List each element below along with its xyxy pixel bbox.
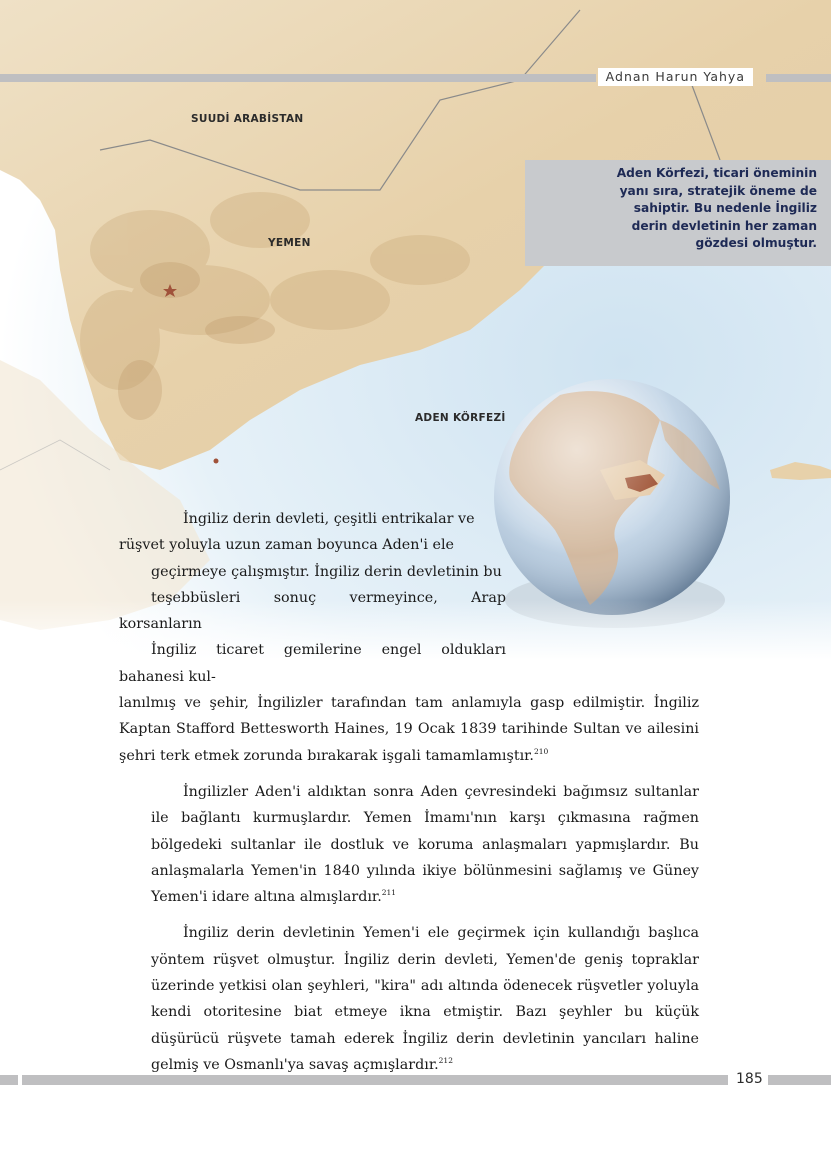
p1-line: geçirmeye çalışmıştır. İngiliz derin devletinin bu [151, 563, 502, 580]
running-header-author: Adnan Harun Yahya [598, 68, 753, 86]
paragraph-3 [151, 920, 699, 1078]
callout-line: derin devletinin her zaman [631, 218, 817, 233]
p1-line: rüşvet yoluyla uzun zaman boyunca Aden'i ele [119, 537, 454, 554]
p1-line: İngiliz ticaret gemilerine engel oldukları bahanesi kul- [119, 642, 506, 685]
p1-rest-text: lanılmış ve şehir, İngilizler tarafından tam anlamıyla gasp edilmiştir. İngiliz Kaptan Stafford Bettesworth Haines, 19 Ocak 1839 tarihinde Sultan ve ailesini şehri terk etmek zorunda bırakarak işgali tamamlamıştır. [119, 695, 699, 764]
paragraph-1 [119, 506, 699, 769]
footnote-ref: 211 [381, 888, 397, 898]
callout-line: yanı sıra, stratejik öneme de [619, 183, 817, 198]
callout-line: sahiptir. Bu nedenle İngiliz [633, 201, 817, 216]
page-number: 185 [733, 1069, 766, 1089]
article-body [119, 506, 699, 1088]
p2-text: İngilizler Aden'i aldıktan sonra Aden çevresindeki bağımsız sultanlar ile bağlantı kurmuşlardır. Yemen İmamı'nın karşı çıkmasına rağmen bölgedeki sultanlar ile dostluk ve koruma anlaşmaları yapmışlardır. Bu anlaşmalarla Yemen'in 1840 yılında ikiye bölünmesini sağlamış ve Güney Yemen'i idare altına almışlardır. [151, 783, 699, 906]
callout-line: Aden Körfezi, ticari öneminin [616, 166, 817, 180]
p1-rest [119, 690, 699, 769]
callout-line: gözdesi olmuştur. [695, 236, 817, 251]
map-label-yemen: YEMEN [268, 237, 311, 249]
map-label-gulf-of-aden: ADEN KÖRFEZİ [415, 412, 506, 424]
footnote-ref: 212 [438, 1056, 453, 1066]
map-label-saudi-arabia: SUUDİ ARABİSTAN [191, 113, 304, 125]
p3-text: İngiliz derin devletinin Yemen'i ele geçirmek için kullandığı başlıca yöntem rüşvet olmuştur. İngiliz derin devleti, Yemen'de geniş topraklar üzerinde yetkisi olan şeyhleri, "kira" adı altında ödenecek rüşvetler yoluyla kendi otoritesine biat etmeye ikna etmiştir. Bazı şeyhler bu küçük düşürücü rüşvete tamah ederek İngiliz derin devletinin yancıları haline gelmiş ve Osmanlı'ya savaş açmışlardır. [151, 925, 699, 1073]
footnote-ref: 210 [533, 746, 549, 756]
paragraph-2 [151, 779, 699, 910]
p1-line: İngiliz derin devleti, çeşitli entrikalar ve [183, 511, 475, 527]
footer-rule [0, 1075, 831, 1085]
p1-line: teşebbüsleri sonuç vermeyince, Arap korsanların [119, 589, 506, 633]
caption-callout [525, 160, 831, 266]
